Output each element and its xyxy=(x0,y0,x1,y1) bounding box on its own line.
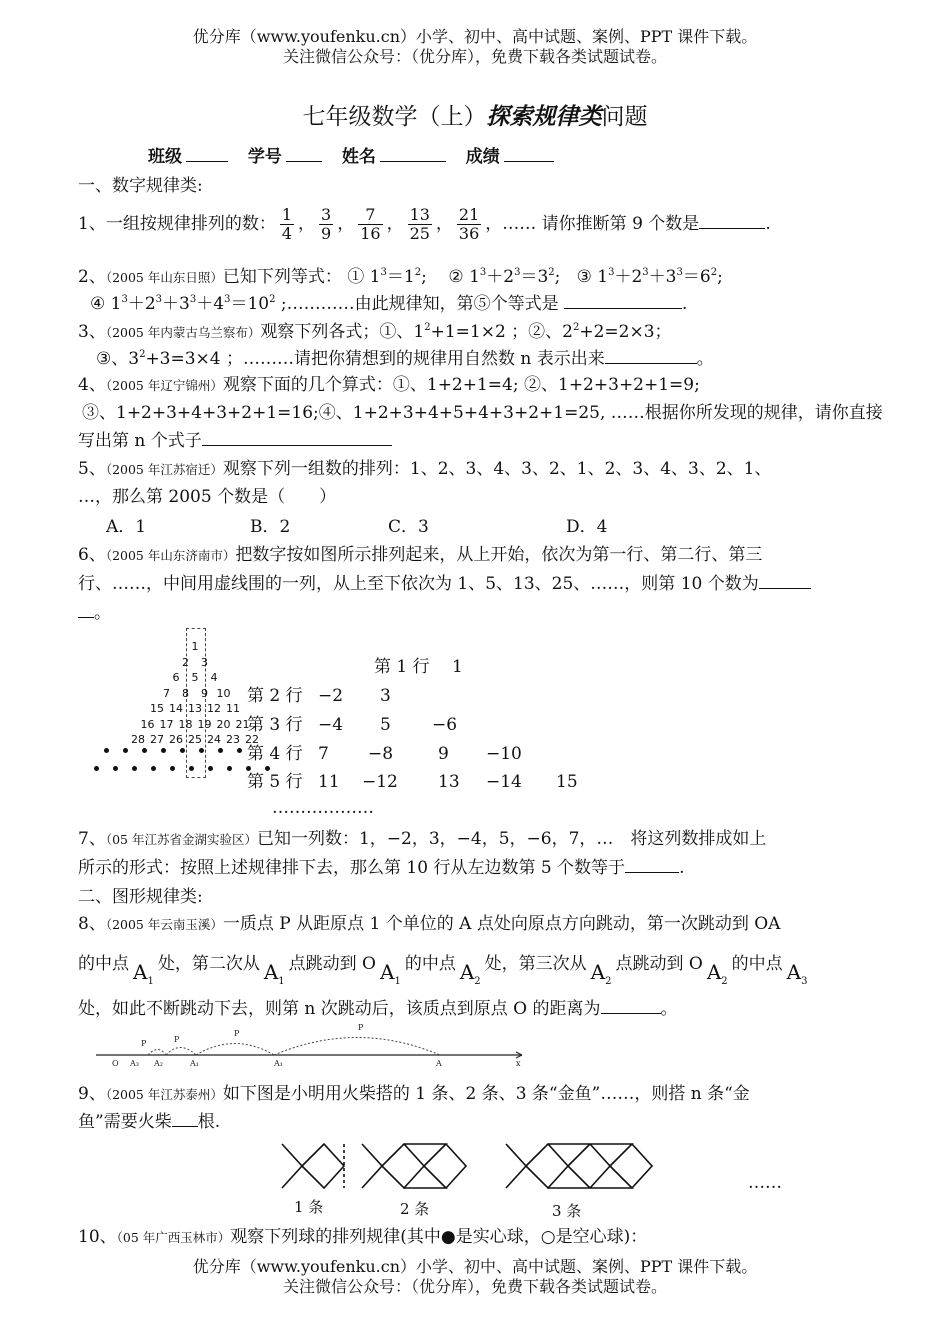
q10-line-1: 观察下列球的排列规律(其中●是实心球，○是空心球)： xyxy=(230,1227,648,1247)
triangle-dot xyxy=(94,766,99,771)
q10-num: 10、 xyxy=(78,1227,117,1247)
label-a1: A₁ xyxy=(190,1059,199,1068)
label-a1-outer: A₁ xyxy=(274,1059,283,1068)
grid-row-label: 第 3 行 xyxy=(247,715,303,735)
header-line-2: 关注微信公众号：（优分库），免费下载各类试题试卷。 xyxy=(282,47,667,66)
triangle-dot xyxy=(218,748,223,753)
triangle-number: 14 xyxy=(169,702,183,715)
q6-line-2-text: 行、……，中间用虚线围的一列，从上至下依次为 1、5、13、25、……，则第 10 个数为 xyxy=(78,574,759,594)
q2-source: （2005 年山东日照） xyxy=(105,270,223,285)
grid-row-label: 第 4 行 xyxy=(247,744,303,764)
label-a: A xyxy=(436,1059,442,1068)
triangle-dot xyxy=(237,748,242,753)
jump-arc xyxy=(148,1050,166,1056)
q3-source: （2005 年内蒙古乌兰察布） xyxy=(105,325,261,340)
grid-number: 13 xyxy=(438,772,460,792)
answer-blank[interactable] xyxy=(625,872,679,873)
fish-ellipsis: …… xyxy=(748,1173,782,1193)
score-blank[interactable] xyxy=(504,161,554,162)
grid-row-label: 第 5 行 xyxy=(247,772,303,792)
grid-number: −12 xyxy=(362,772,398,792)
q5-option-b[interactable]: B．2 xyxy=(250,517,291,537)
q1-text: 1、一组按规律排列的数： xyxy=(78,214,276,234)
grid-number: 9 xyxy=(438,744,449,764)
q5-option-a[interactable]: A．1 xyxy=(106,517,147,537)
triangle-number: 1 xyxy=(191,640,199,653)
grid-number: 7 xyxy=(318,744,329,764)
q7-line-2: 所示的形式：按照上述规律排下去，那么第 10 行从左边数第 5 个数等于 . xyxy=(78,858,685,878)
fraction: $\frac{1}{4}$ xyxy=(281,205,293,243)
triangle-number: 7 xyxy=(163,686,170,700)
triangle-dot xyxy=(180,748,185,753)
grid-number: 15 xyxy=(556,772,578,792)
jump-arc xyxy=(166,1048,196,1056)
label-a3: A₃ xyxy=(130,1059,139,1068)
q9-line-2-text: 鱼”需要火柴 xyxy=(78,1112,172,1132)
jump-arc xyxy=(274,1038,440,1056)
triangle-dot xyxy=(189,766,194,771)
triangle-dot xyxy=(161,748,166,753)
triangle-number: 3 xyxy=(201,655,208,669)
q9-source: （2005 年江苏泰州） xyxy=(105,1087,223,1102)
grid-number: 3 xyxy=(380,686,391,706)
fish-3 xyxy=(506,1144,652,1188)
q3-text-e: +3=3×4 ；………请把你猜想到的规律用自然数 n 表示出来 xyxy=(145,349,605,369)
q5-line-1: 观察下列一组数的排列：1、2、3、4、3、2、1、2、3、4、3、2、1、 xyxy=(222,459,772,479)
triangle-number: 24 xyxy=(207,733,221,746)
grid-number: −4 xyxy=(318,715,344,735)
q8-text-b: 处，第二次从 xyxy=(157,954,260,974)
q8-line-3-text: 处，如此不断跳动下去，则第 n 次跳动后，该质点到原点 O 的距离为 xyxy=(78,999,601,1019)
triangle-number: 18 xyxy=(178,717,193,731)
triangle-number: 23 xyxy=(226,733,240,746)
q7-num: 7、 xyxy=(78,829,106,849)
q4-line-3-text: 写出第 n 个式子 xyxy=(78,431,202,451)
q8-text-e: 处，第三次从 xyxy=(484,954,587,974)
class-label: 班级 xyxy=(148,147,182,167)
grid-ellipsis: ……………… xyxy=(272,798,374,818)
q4-line-3 xyxy=(78,430,392,452)
q4-source: （2005 年辽宁锦州） xyxy=(105,378,223,393)
question-1: 1、一组按规律排列的数： $\frac{1}{4}$ ， $\frac{3}{9}$ ， $\frac{7}{16}$ ， $\frac{13}{25}$ ， $\frac{21}{36}$ ，…… 请你推断第 9 个数是 . xyxy=(78,205,771,243)
triangle-dot xyxy=(142,748,147,753)
grid-number: −2 xyxy=(318,686,344,706)
q4-line-2: ③、1+2+3+4+3+2+1=16;④、1+2+3+4+5+4+3+2+1=25, ……根据你所发现的规律，请你直接 xyxy=(82,403,883,423)
triangle-dot xyxy=(132,766,137,771)
grid-number: 1 xyxy=(452,657,463,677)
q6-line-1: 把数字按如图所示排列起来，从上开始，依次为第一行、第二行、第三 xyxy=(235,545,763,565)
triangle-number: 20 xyxy=(216,717,231,731)
triangle-number: 9 xyxy=(201,686,208,700)
q8-source: （2005 年云南玉溪） xyxy=(105,917,223,932)
q3-num: 3、 xyxy=(78,322,106,342)
q9-num: 9、 xyxy=(78,1084,106,1104)
q2-tail: …………由此规律知，第⑤个等式是 xyxy=(286,294,559,314)
answer-blank[interactable] xyxy=(564,308,682,309)
q8-text-a: 的中点 xyxy=(78,954,129,974)
triangle-number: 16 xyxy=(140,717,155,731)
triangle-dot xyxy=(123,748,128,753)
grid-row-label: 第 2 行 xyxy=(247,686,303,706)
footer-line-1: 优分库（www.youfenku.cn）小学、初中、高中试题、案例、PPT 课件下载。 xyxy=(192,1257,758,1276)
q6-line-3-text: 。 xyxy=(94,603,111,623)
answer-blank[interactable] xyxy=(172,1126,198,1127)
question-2-line-2: ④ $1^3+2^3+3^3+4^3=10^2$ ;…………由此规律知，第⑤个等式是 . xyxy=(90,294,688,314)
section-heading-1: 一、数字规律类: xyxy=(78,176,203,196)
q8-text-d: 的中点 xyxy=(404,954,456,974)
question-6 xyxy=(78,544,762,567)
triangle-number: 27 xyxy=(150,733,164,746)
q3-text-a: 观察下列各式；①、1 xyxy=(260,322,425,342)
question-5 xyxy=(78,458,771,481)
grid-number: −14 xyxy=(486,772,522,792)
label-o: O xyxy=(112,1059,119,1068)
triangle-dot xyxy=(104,748,109,753)
q6-line-2 xyxy=(78,573,811,595)
label-a2: A₂ xyxy=(154,1059,163,1068)
question-3: 3、（2005 年内蒙古乌兰察布）观察下列各式；①、$1^2+1=1\times 2$ ；②、$2^2+2=2\times 3$； xyxy=(78,322,672,342)
triangle-number: 21 xyxy=(235,717,250,731)
q6-num: 6、 xyxy=(78,545,106,565)
id-label: 学号 xyxy=(247,147,282,167)
q8-line-1: 一质点 P 从距原点 1 个单位的 A 点处向原点方向跳动，第一次跳动到 OA xyxy=(222,914,781,934)
q7-line-2-text: 所示的形式：按照上述规律排下去，那么第 10 行从左边数第 5 个数等于 xyxy=(78,858,626,878)
title-suffix: 问题 xyxy=(601,104,648,130)
grid-row-label: 第 1 行 xyxy=(374,657,430,677)
fraction: $\frac{3}{9}$ xyxy=(321,205,332,243)
triangle-number: 28 xyxy=(131,733,145,746)
q8-text-f: 点跳动到 O xyxy=(615,954,703,974)
q5-option-d[interactable]: D．4 xyxy=(566,517,608,537)
student-info xyxy=(148,146,558,168)
title-emphasis: 探索规律类 xyxy=(486,103,602,130)
triangle-number: 15 xyxy=(150,702,164,715)
triangle-number: 8 xyxy=(182,686,189,700)
q10-source: （05 年广西玉林市） xyxy=(116,1230,231,1245)
triangle-dot xyxy=(199,748,204,753)
triangle-dot xyxy=(170,766,175,771)
question-3-line-2: ③、$3^2+3=3\times 4$ ；………请把你猜想到的规律用自然数 n 表示出来 。 xyxy=(96,349,714,369)
triangle-number: 25 xyxy=(188,733,202,746)
q6-line-3 xyxy=(78,602,111,624)
fish-label-3: 3 条 xyxy=(552,1202,582,1220)
q6-source: （2005 年山东济南市） xyxy=(105,548,236,563)
question-8 xyxy=(78,913,780,936)
q8-text-c: 点跳动到 O xyxy=(288,954,376,974)
q7-source: （05 年江苏省金湖实验区） xyxy=(105,832,257,847)
number-line-figure xyxy=(94,1022,534,1072)
question-2: 2、（2005 年山东日照）已知下列等式： ① $1^3=1^2$; ② $1^3+2^3=3^2$; ③ $1^3+2^3+3^3=6^2$; xyxy=(78,267,723,287)
answer-blank-cont xyxy=(78,617,94,618)
id-blank[interactable] xyxy=(286,161,322,162)
section-heading-2: 二、图形规律类: xyxy=(78,887,203,907)
triangle-dot xyxy=(113,766,118,771)
q3-text-b: +1=1×2 ；②、2 xyxy=(430,322,573,342)
triangle-number: 5 xyxy=(191,671,199,684)
answer-blank[interactable] xyxy=(759,588,811,589)
q5-source: （2005 年江苏宿迁） xyxy=(105,462,223,477)
q5-option-c[interactable]: C．3 xyxy=(388,517,429,537)
q8-line-3: 处，如此不断跳动下去，则第 n 次跳动后，该质点到原点 O 的距离为 。 xyxy=(78,999,678,1019)
triangle-number: 4 xyxy=(210,671,218,684)
fish-label-2: 2 条 xyxy=(400,1200,430,1218)
triangle-dot xyxy=(208,766,213,771)
triangle-number: 17 xyxy=(159,717,174,731)
question-7 xyxy=(78,828,766,851)
triangle-number: 2 xyxy=(182,655,189,669)
q7-line-1: 已知一列数：1，−2，3，−4，5，−6，7，… 将这列数排成如上 xyxy=(256,829,767,849)
grid-number: −8 xyxy=(368,744,394,764)
fraction: $\frac{21}{36}$ xyxy=(458,205,480,243)
triangle-number: 13 xyxy=(188,702,202,715)
q5-line-2: …，那么第 2005 个数是（ ） xyxy=(78,487,337,507)
arc-label-p: P xyxy=(358,1023,364,1032)
arc-label-p: P xyxy=(141,1039,147,1048)
q9-line-2-tail: 根. xyxy=(197,1112,221,1132)
header-line-1: 优分库（www.youfenku.cn）小学、初中、高中试题、案例、PPT 课件下载。 xyxy=(192,27,758,46)
question-10 xyxy=(78,1226,647,1249)
q9-line-2 xyxy=(78,1111,220,1133)
triangle-number: 11 xyxy=(226,702,240,715)
fraction: $\frac{13}{25}$ xyxy=(409,205,430,243)
question-4 xyxy=(78,374,700,397)
name-label: 姓名 xyxy=(341,147,376,167)
triangle-number: 10 xyxy=(216,686,231,700)
q8-line-2: 的中点 $A_1$处，第二次从 $A_1$点跳动到 O $A_1$的中点 $A_2$处，第三次从 $A_2$点跳动到 O $A_2$的中点 $A_3$ xyxy=(78,954,808,987)
triangle-number: 26 xyxy=(169,733,183,746)
answer-blank[interactable] xyxy=(605,363,697,364)
label-x: x xyxy=(516,1059,521,1068)
grid-number: 11 xyxy=(318,772,340,792)
fraction: $\frac{7}{16}$ xyxy=(360,205,381,243)
triangle-number: 12 xyxy=(207,702,221,715)
grid-number: −6 xyxy=(432,715,458,735)
jump-arc xyxy=(196,1044,274,1056)
fish-1 xyxy=(282,1144,344,1188)
arc-label-p: P xyxy=(174,1035,180,1044)
q9-line-1: 如下图是小明用火柴搭的 1 条、2 条、3 条“金鱼”……，则搭 n 条“金 xyxy=(222,1084,750,1104)
matchstick-fish-figure xyxy=(270,1134,670,1214)
triangle-number: 19 xyxy=(197,717,212,731)
triangle-dot xyxy=(151,766,156,771)
q3-text-d: ③、3 xyxy=(96,349,140,369)
triangle-dot xyxy=(227,766,232,771)
footer-line-2: 关注微信公众号：（优分库），免费下载各类试题试卷。 xyxy=(282,1277,667,1296)
fish-2 xyxy=(362,1144,466,1188)
question-9 xyxy=(78,1083,750,1106)
grid-number: −10 xyxy=(486,744,522,764)
answer-blank[interactable] xyxy=(601,1013,661,1014)
title-prefix: 七年级数学（上） xyxy=(302,104,487,130)
q8-text-g: 的中点 xyxy=(731,954,783,974)
score-label: 成绩 xyxy=(465,147,500,167)
q3-text-c: +2=2×3； xyxy=(579,322,672,342)
answer-blank[interactable] xyxy=(202,445,392,446)
q8-num: 8、 xyxy=(78,914,106,934)
arc-label-p: P xyxy=(234,1029,240,1038)
q1-tail: ，…… 请你推断第 9 个数是 xyxy=(485,214,700,234)
triangle-number: 22 xyxy=(245,733,259,746)
name-blank[interactable] xyxy=(380,161,446,162)
grid-number: 5 xyxy=(380,715,391,735)
q2-num: 2、 xyxy=(78,267,106,287)
q5-num: 5、 xyxy=(78,459,106,479)
page-title xyxy=(0,98,950,131)
answer-blank[interactable] xyxy=(699,228,765,229)
q4-line-1: 观察下面的几个算式：①、1+2+1=4; ②、1+2+3+2+1=9; xyxy=(222,375,700,395)
q4-num: 4、 xyxy=(78,375,106,395)
fish-label-1: 1 条 xyxy=(294,1198,324,1216)
class-blank[interactable] xyxy=(186,161,228,162)
q2-text: 已知下列等式： xyxy=(222,267,342,287)
triangle-number: 6 xyxy=(172,671,180,684)
